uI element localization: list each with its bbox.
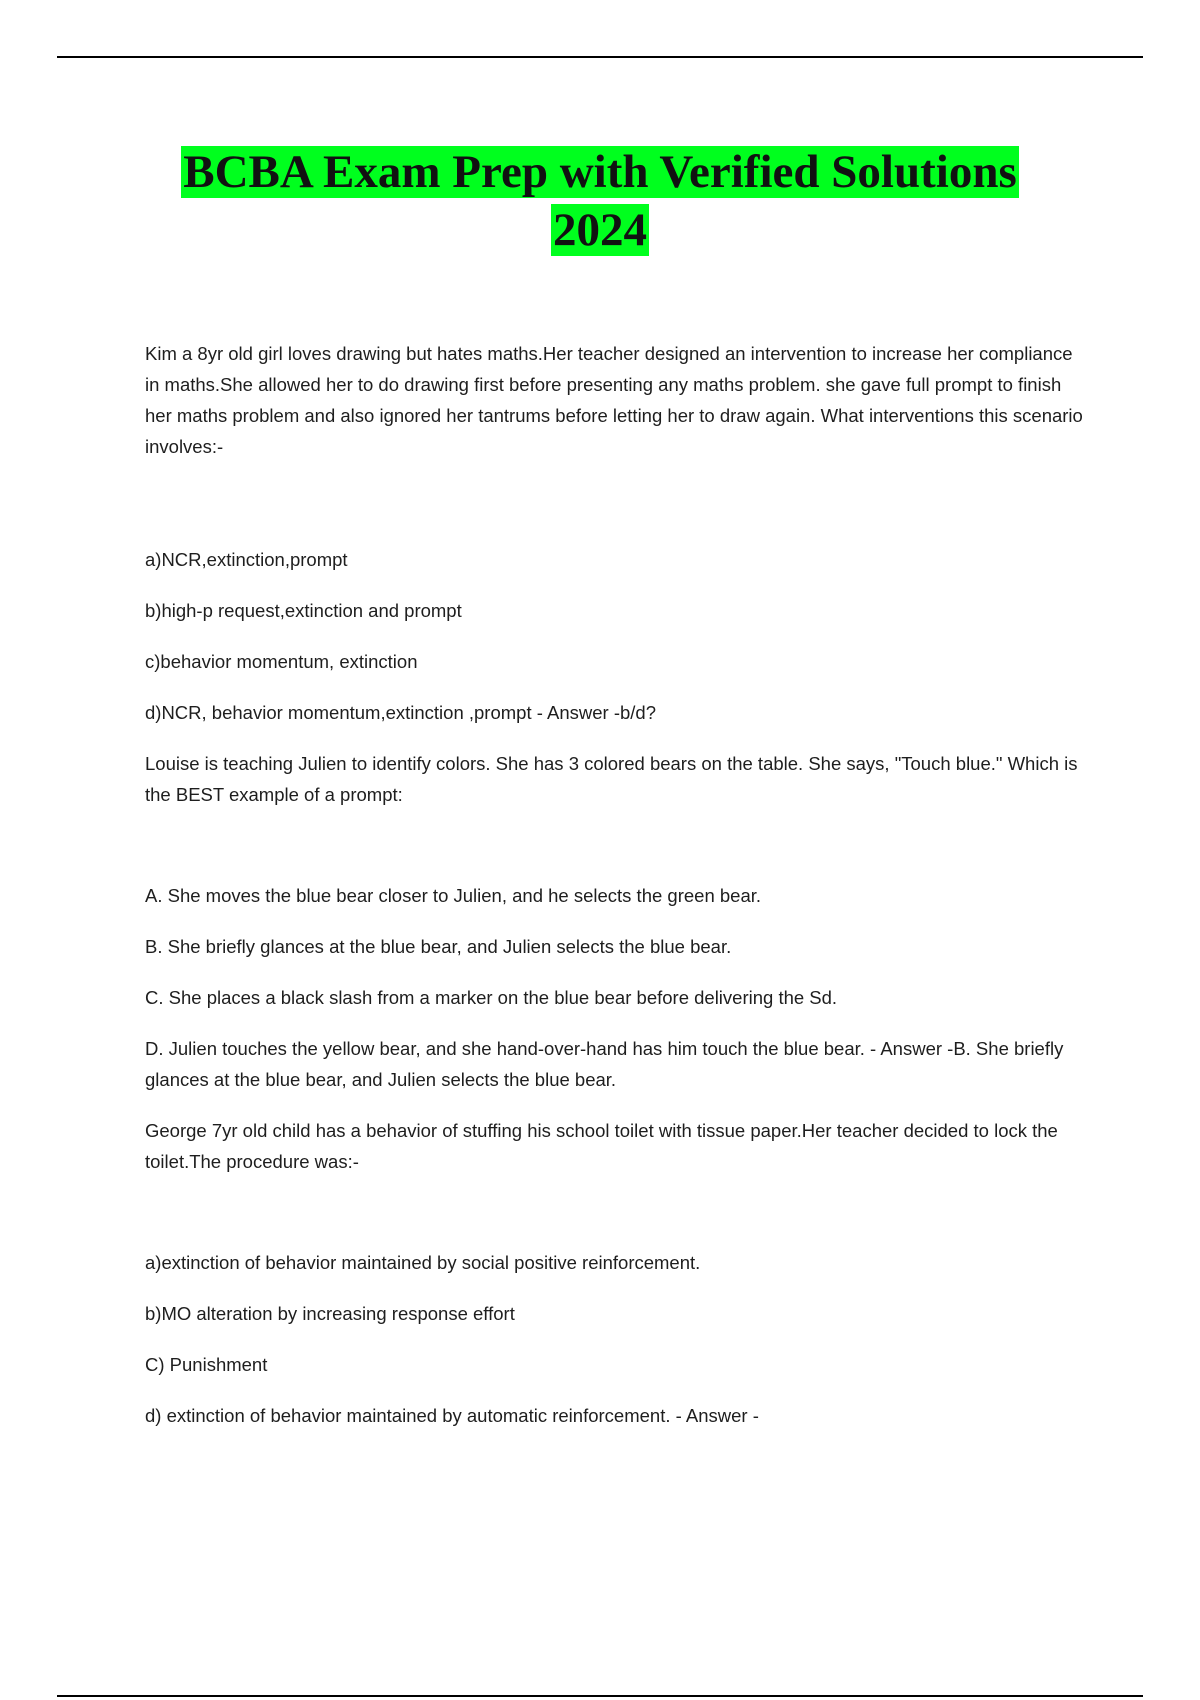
top-rule: [57, 56, 1143, 58]
question-2-option-c: C. She places a black slash from a marker on the blue bear before delivering the Sd.: [145, 987, 838, 1008]
title-line-2: 2024: [553, 204, 647, 256]
question-2-option-a: A. She moves the blue bear closer to Julien, and he selects the green bear.: [145, 885, 762, 906]
question-3-option-a: a)extinction of behavior maintained by social positive reinforcement.: [145, 1252, 701, 1273]
question-3-option-c: C) Punishment: [145, 1354, 268, 1375]
document-title: [0, 143, 1200, 259]
question-1-stem: Kim a 8yr old girl loves drawing but hates maths.Her teacher designed an intervention to increase her compliance in maths.She allowed her to do drawing first before presenting any maths problem. she gave full prompt to finish her maths problem and also ignored her tantrums before letting her to draw again. What interventions this scenario involves:-: [145, 343, 1083, 457]
bottom-rule: [57, 1695, 1143, 1697]
question-2-option-b: B. She briefly glances at the blue bear, and Julien selects the blue bear.: [145, 936, 732, 957]
document-body: [145, 338, 1090, 1451]
question-2-option-d-answer: D. Julien touches the yellow bear, and she hand-over-hand has him touch the blue bear. - Answer -B. She briefly glances at the blue bear, and Julien selects the blue bear.: [145, 1038, 1064, 1090]
question-3-option-d-answer: d) extinction of behavior maintained by automatic reinforcement. - Answer -: [145, 1405, 759, 1426]
question-1-option-c: c)behavior momentum, extinction: [145, 651, 418, 672]
question-1-option-a: a)NCR,extinction,prompt: [145, 549, 348, 570]
question-1-option-d-answer: d)NCR, behavior momentum,extinction ,prompt - Answer -b/d?: [145, 702, 657, 723]
question-3-option-b: b)MO alteration by increasing response effort: [145, 1303, 515, 1324]
spacer: [145, 830, 1090, 880]
question-3-stem: George 7yr old child has a behavior of stuffing his school toilet with tissue paper.Her teacher decided to lock the toilet.The procedure was:-: [145, 1120, 1058, 1172]
spacer: [145, 482, 1090, 544]
question-1-option-b: b)high-p request,extinction and prompt: [145, 600, 462, 621]
title-line-1: BCBA Exam Prep with Verified Solutions: [183, 146, 1017, 198]
spacer: [145, 1197, 1090, 1247]
question-2-stem: Louise is teaching Julien to identify colors. She has 3 colored bears on the table. She says, "Touch blue." Which is the BEST example of a prompt:: [145, 753, 1078, 805]
